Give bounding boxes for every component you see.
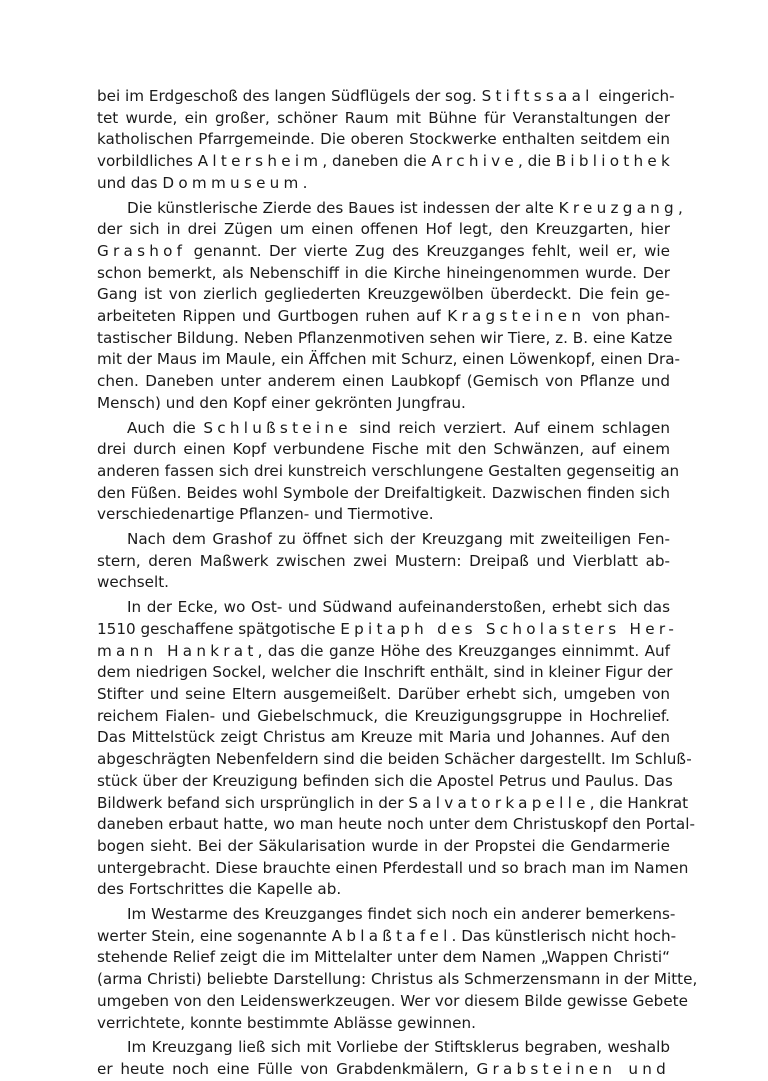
text-segment: stück über der Kreuzigung befinden sich die Apostel Petrus und Paulus. Das bbox=[97, 771, 673, 790]
text-line bbox=[97, 904, 676, 926]
text-line bbox=[97, 328, 673, 350]
text-line bbox=[97, 947, 670, 969]
text-line bbox=[97, 684, 670, 706]
text-line bbox=[97, 393, 670, 415]
text-segment: bogen sieht. Bei der Säkularisation wurde in der Propstei die Gendarmerie bbox=[97, 836, 670, 855]
text-line bbox=[97, 483, 670, 505]
text-segment: Stifter und seine Eltern ausgemeißelt. Darüber erhebt sich, umgeben von bbox=[97, 684, 670, 703]
text-segment: , daneben die bbox=[322, 152, 432, 171]
text-segment: den Füßen. Beides wohl Symbole der Dreifaltigkeit. Dazwischen finden sich bbox=[97, 483, 670, 502]
text-line bbox=[97, 749, 692, 771]
text-segment: des Fortschrittes die Kapelle ab. bbox=[97, 880, 342, 899]
text-line bbox=[97, 858, 689, 880]
text-segment: Im Westarme des Kreuzganges findet sich noch ein anderer bemerkens- bbox=[127, 905, 676, 924]
text-segment: er heute noch eine Fülle von Grabdenkmälern, bbox=[97, 1059, 477, 1078]
text-line bbox=[97, 572, 670, 594]
text-segment: wechselt. bbox=[97, 573, 169, 592]
text-line bbox=[97, 284, 670, 306]
text-segment: , das die ganze Höhe des Kreuzganges einnimmt. Auf bbox=[257, 641, 671, 660]
text-line bbox=[97, 619, 679, 641]
text-line bbox=[97, 219, 670, 241]
paragraph bbox=[97, 597, 695, 901]
text-segment: abgeschrägten Nebenfeldern sind die beiden Schächer dargestellt. Im Schluß- bbox=[97, 750, 692, 769]
emphasized-term: Epitaph des Scholasters Her- bbox=[340, 619, 679, 638]
text-line bbox=[97, 814, 695, 836]
text-line bbox=[97, 349, 681, 371]
text-line bbox=[97, 504, 670, 526]
text-segment: eingerich- bbox=[593, 87, 675, 105]
text-line bbox=[97, 173, 670, 195]
text-line bbox=[97, 1013, 670, 1035]
text-line bbox=[97, 1037, 670, 1059]
paragraph bbox=[97, 904, 698, 1034]
emphasized-term: Stiftssaal bbox=[481, 87, 594, 105]
text-segment: umgeben von den Leidenswerkzeugen. Wer vor diesem Bilde gewisse Gebete bbox=[97, 991, 688, 1010]
text-segment: dem niedrigen Sockel, welcher die Inschrift enthält, sind in kleiner Figur der bbox=[97, 663, 673, 682]
text-segment: arbeiteten Rippen und Gurtbogen ruhen auf bbox=[97, 307, 448, 326]
emphasized-term: Dommuseum bbox=[162, 173, 303, 192]
text-segment: , die Hankrat bbox=[589, 793, 689, 812]
text-segment: bei im Erdgeschoß des langen Südflügels der sog. bbox=[97, 87, 482, 105]
text-line bbox=[97, 551, 670, 573]
text-line bbox=[97, 108, 670, 130]
text-segment: schon bemerkt, als Nebenschiff in die Kirche hineingenommen wurde. Der bbox=[97, 263, 670, 282]
text-segment: mit der Maus im Maule, ein Äffchen mit Schurz, einen Löwenkopf, einen Dra- bbox=[97, 350, 681, 369]
emphasized-term: Bibliothek bbox=[555, 152, 675, 171]
text-segment: . Das künstlerisch nicht hoch- bbox=[451, 926, 677, 945]
emphasized-term: Kragsteinen bbox=[447, 307, 586, 326]
text-segment: von phan- bbox=[585, 307, 670, 326]
text-line bbox=[97, 969, 698, 991]
text-line bbox=[97, 198, 683, 220]
text-line bbox=[97, 727, 670, 749]
text-segment: , bbox=[677, 198, 683, 217]
text-line bbox=[97, 263, 670, 285]
text-line bbox=[97, 371, 670, 393]
text-segment: tet wurde, ein großer, schöner Raum mit Bühne für Veranstaltungen der bbox=[97, 108, 670, 127]
text-segment: reichem Fialen- und Giebelschmuck, die Kreuzigungsgruppe in Hochrelief. bbox=[97, 706, 670, 725]
text-segment: , die bbox=[518, 152, 556, 171]
emphasized-term: Schlußsteine bbox=[203, 418, 352, 437]
text-segment: katholischen Pfarrgemeinde. Die oberen Stockwerke enthalten seitdem ein bbox=[97, 130, 670, 149]
text-segment: drei durch einen Kopf verbundene Fische mit den Schwänzen, auf einem bbox=[97, 440, 670, 459]
text-line bbox=[97, 151, 675, 173]
text-line bbox=[97, 461, 680, 483]
text-line bbox=[97, 86, 675, 108]
text-line bbox=[97, 706, 670, 728]
text-segment: Nach dem Grashof zu öffnet sich der Kreuzgang mit zweiteiligen Fen- bbox=[127, 530, 670, 549]
text-segment: Mensch) und den Kopf einer gekrönten Jungfrau. bbox=[97, 393, 466, 412]
text-line bbox=[97, 597, 670, 619]
body-text bbox=[97, 86, 698, 1081]
text-segment: Bildwerk befand sich ursprünglich in der bbox=[97, 793, 409, 812]
paragraph bbox=[97, 418, 680, 527]
text-line bbox=[97, 1059, 670, 1081]
paragraph bbox=[97, 198, 683, 415]
text-segment: Gang ist von zierlich gegliederten Kreuzgewölben überdeckt. Die fein ge- bbox=[97, 285, 670, 304]
text-line bbox=[97, 306, 670, 328]
text-segment: chen. Daneben unter anderem einen Laubkopf (Gemisch von Pflanze und bbox=[97, 372, 670, 391]
text-segment: Die künstlerische Zierde des Baues ist indessen der alte bbox=[127, 198, 559, 217]
emphasized-term: Grashof bbox=[97, 241, 187, 260]
text-line bbox=[97, 241, 670, 263]
text-segment: 1510 geschaffene spätgotische bbox=[97, 619, 341, 638]
emphasized-term: Salvatorkapelle bbox=[408, 793, 590, 812]
emphasized-term: Archive bbox=[431, 152, 519, 171]
emphasized-term: Kreuzgang bbox=[558, 198, 678, 217]
text-line bbox=[97, 439, 670, 461]
text-segment: Auch die bbox=[127, 418, 204, 437]
text-line bbox=[97, 418, 670, 440]
text-segment: stern, deren Maßwerk zwischen zwei Mustern: Dreipaß und Vierblatt ab- bbox=[97, 551, 670, 570]
text-line bbox=[97, 926, 677, 948]
text-segment: tastischer Bildung. Neben Pflanzenmotiven sehen wir Tiere, z. B. eine Katze bbox=[97, 328, 673, 347]
emphasized-term: Ablaßtafel bbox=[331, 926, 452, 945]
text-segment: . bbox=[302, 173, 308, 192]
text-segment: Das Mittelstück zeigt Christus am Kreuze mit Maria und Johannes. Auf den bbox=[97, 728, 670, 747]
paragraph bbox=[97, 1037, 670, 1080]
text-segment: der sich in drei Zügen um einen offenen Hof legt, den Kreuzgarten, hier bbox=[97, 220, 670, 239]
text-segment: anderen fassen sich drei kunstreich verschlungene Gestalten gegenseitig an bbox=[97, 461, 680, 480]
emphasized-term: Altersheim bbox=[197, 152, 323, 171]
text-line bbox=[97, 991, 688, 1013]
text-segment: In der Ecke, wo Ost- und Südwand aufeinanderstoßen, erhebt sich das bbox=[127, 598, 670, 617]
text-segment: verschiedenartige Pflanzen- und Tiermotive. bbox=[97, 505, 434, 524]
text-segment: vorbildliches bbox=[97, 152, 198, 171]
text-segment: und das bbox=[97, 173, 163, 192]
text-segment: stehende Relief zeigt die im Mittelalter unter dem Namen „Wappen Christi“ bbox=[97, 948, 670, 967]
paragraph bbox=[97, 86, 675, 195]
text-line bbox=[97, 641, 670, 663]
text-line bbox=[97, 771, 673, 793]
text-line bbox=[97, 836, 670, 858]
text-segment: Im Kreuzgang ließ sich mit Vorliebe der Stiftsklerus begraben, weshalb bbox=[127, 1038, 670, 1057]
emphasized-term: mann Hankrat bbox=[97, 641, 258, 660]
text-line bbox=[97, 879, 670, 901]
text-segment: verrichtete, konnte bestimmte Ablässe gewinnen. bbox=[97, 1013, 476, 1032]
text-line bbox=[97, 662, 673, 684]
emphasized-term: Grabsteinen und bbox=[476, 1059, 670, 1078]
text-segment: werter Stein, eine sogenannte bbox=[97, 926, 332, 945]
paragraph bbox=[97, 529, 670, 594]
text-line bbox=[97, 129, 670, 151]
text-segment: (arma Christi) beliebte Darstellung: Christus als Schmerzensmann in der Mitte, bbox=[97, 970, 698, 989]
text-segment: sind reich verziert. Auf einem schlagen bbox=[351, 418, 670, 437]
text-segment: untergebracht. Diese brauchte einen Pferdestall und so brach man im Namen bbox=[97, 858, 689, 877]
text-line bbox=[97, 793, 689, 815]
text-line bbox=[97, 529, 670, 551]
text-segment: genannt. Der vierte Zug des Kreuzganges fehlt, weil er, wie bbox=[186, 241, 670, 260]
text-segment: daneben erbaut hatte, wo man heute noch unter dem Christuskopf den Portal- bbox=[97, 815, 695, 834]
